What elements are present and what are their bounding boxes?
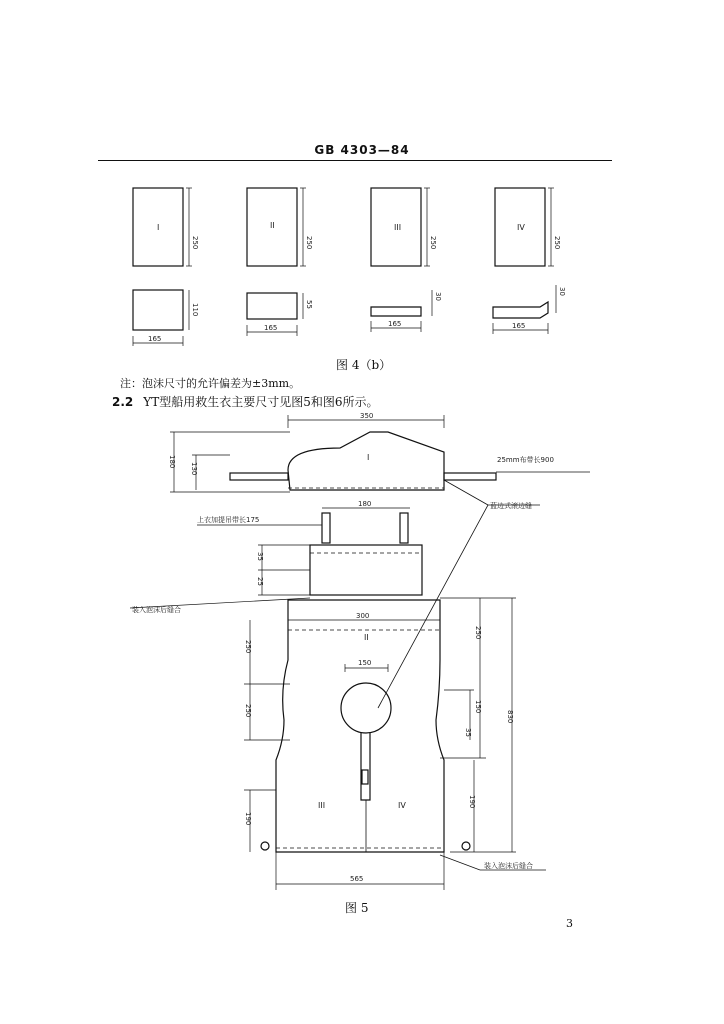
panel-iv-profile bbox=[493, 302, 548, 318]
tolerance-note: 注：泡沫尺寸的允许偏差为±3mm。 bbox=[120, 377, 301, 390]
lifting-strap-right bbox=[400, 513, 408, 543]
panel-ii-roman: II bbox=[270, 221, 275, 230]
label-top-seam: 装入泡沫后缝合 bbox=[132, 606, 181, 614]
panel-i-thickness: 110 bbox=[191, 303, 199, 317]
panel-iii-thickness: 30 bbox=[434, 292, 442, 301]
tie-knob-right bbox=[462, 842, 470, 850]
figure-4b-caption: 图 4（b） bbox=[336, 358, 392, 372]
roman-iv: IV bbox=[398, 801, 406, 810]
dim-left-height: 180 bbox=[168, 455, 176, 469]
dim-inner-height: 130 bbox=[190, 462, 198, 476]
dim-neck: 150 bbox=[358, 659, 372, 667]
dim-section-h2: 250 bbox=[244, 704, 252, 718]
section-number: 2.2 bbox=[112, 395, 134, 409]
panel-iv-height: 250 bbox=[553, 236, 561, 250]
piece-ii-outline bbox=[276, 600, 444, 852]
lifting-strap-left bbox=[322, 513, 330, 543]
panel-iv-roman: IV bbox=[517, 223, 525, 232]
section-text: YT型船用救生衣主要尺寸见图5和图6所示。 bbox=[143, 395, 379, 409]
panel-i-height: 250 bbox=[191, 236, 199, 250]
dim-top-width: 350 bbox=[360, 412, 374, 420]
tie-knob-left bbox=[261, 842, 269, 850]
dim-bottom-right-h: 190 bbox=[468, 795, 476, 809]
section-heading bbox=[112, 393, 378, 410]
panel-iii-profile bbox=[371, 307, 421, 316]
dim-section-h1: 250 bbox=[244, 640, 252, 654]
panel-ii-profile bbox=[247, 293, 297, 319]
back-piece bbox=[310, 545, 422, 595]
left-strap bbox=[230, 473, 288, 480]
page-number: 3 bbox=[566, 917, 573, 930]
dim-back-width: 180 bbox=[358, 500, 372, 508]
dim-bottom-left-h: 190 bbox=[244, 812, 252, 826]
label-strap: 25mm布带长900 bbox=[497, 456, 554, 464]
panel-ii-height: 250 bbox=[305, 236, 313, 250]
dim-back-h2: 25 bbox=[256, 577, 264, 586]
roman-i: I bbox=[367, 453, 370, 462]
dim-main-width: 300 bbox=[356, 612, 370, 620]
dim-bottom-width: 565 bbox=[350, 875, 364, 883]
dim-side-h2: 150 bbox=[474, 700, 482, 714]
panel-iv-thickness: 30 bbox=[558, 287, 566, 296]
panel-iii-width: 165 bbox=[388, 320, 402, 328]
right-strap bbox=[444, 473, 496, 480]
roman-ii: II bbox=[364, 633, 369, 642]
zip-tape bbox=[361, 732, 370, 800]
panel-iv-width: 165 bbox=[512, 322, 526, 330]
label-piping: 蓝边式滚边缝 bbox=[490, 502, 532, 510]
panel-ii-thickness: 55 bbox=[305, 300, 313, 309]
panel-ii-width: 165 bbox=[264, 324, 278, 332]
panel-iii-roman: III bbox=[394, 223, 402, 232]
dim-total-h: 830 bbox=[506, 710, 514, 724]
neck-opening bbox=[341, 683, 391, 733]
label-lifting-strap: 上衣加提吊带长175 bbox=[197, 516, 260, 524]
roman-iii: III bbox=[318, 801, 326, 810]
figure-5-caption: 图 5 bbox=[345, 901, 369, 915]
panel-i-roman: I bbox=[157, 223, 160, 232]
label-bottom-seam: 装入泡沫后缝合 bbox=[484, 862, 533, 870]
dim-side-h3: 35 bbox=[464, 728, 472, 737]
page-header: GB 4303—84 bbox=[314, 143, 410, 157]
zip-slider bbox=[362, 770, 368, 784]
dim-side-h1: 250 bbox=[474, 626, 482, 640]
panel-iii-height: 250 bbox=[429, 236, 437, 250]
panel-i-profile bbox=[133, 290, 183, 330]
piece-i-outline bbox=[288, 432, 444, 490]
dim-back-h1: 35 bbox=[256, 552, 264, 561]
panel-i-width: 165 bbox=[148, 335, 162, 343]
